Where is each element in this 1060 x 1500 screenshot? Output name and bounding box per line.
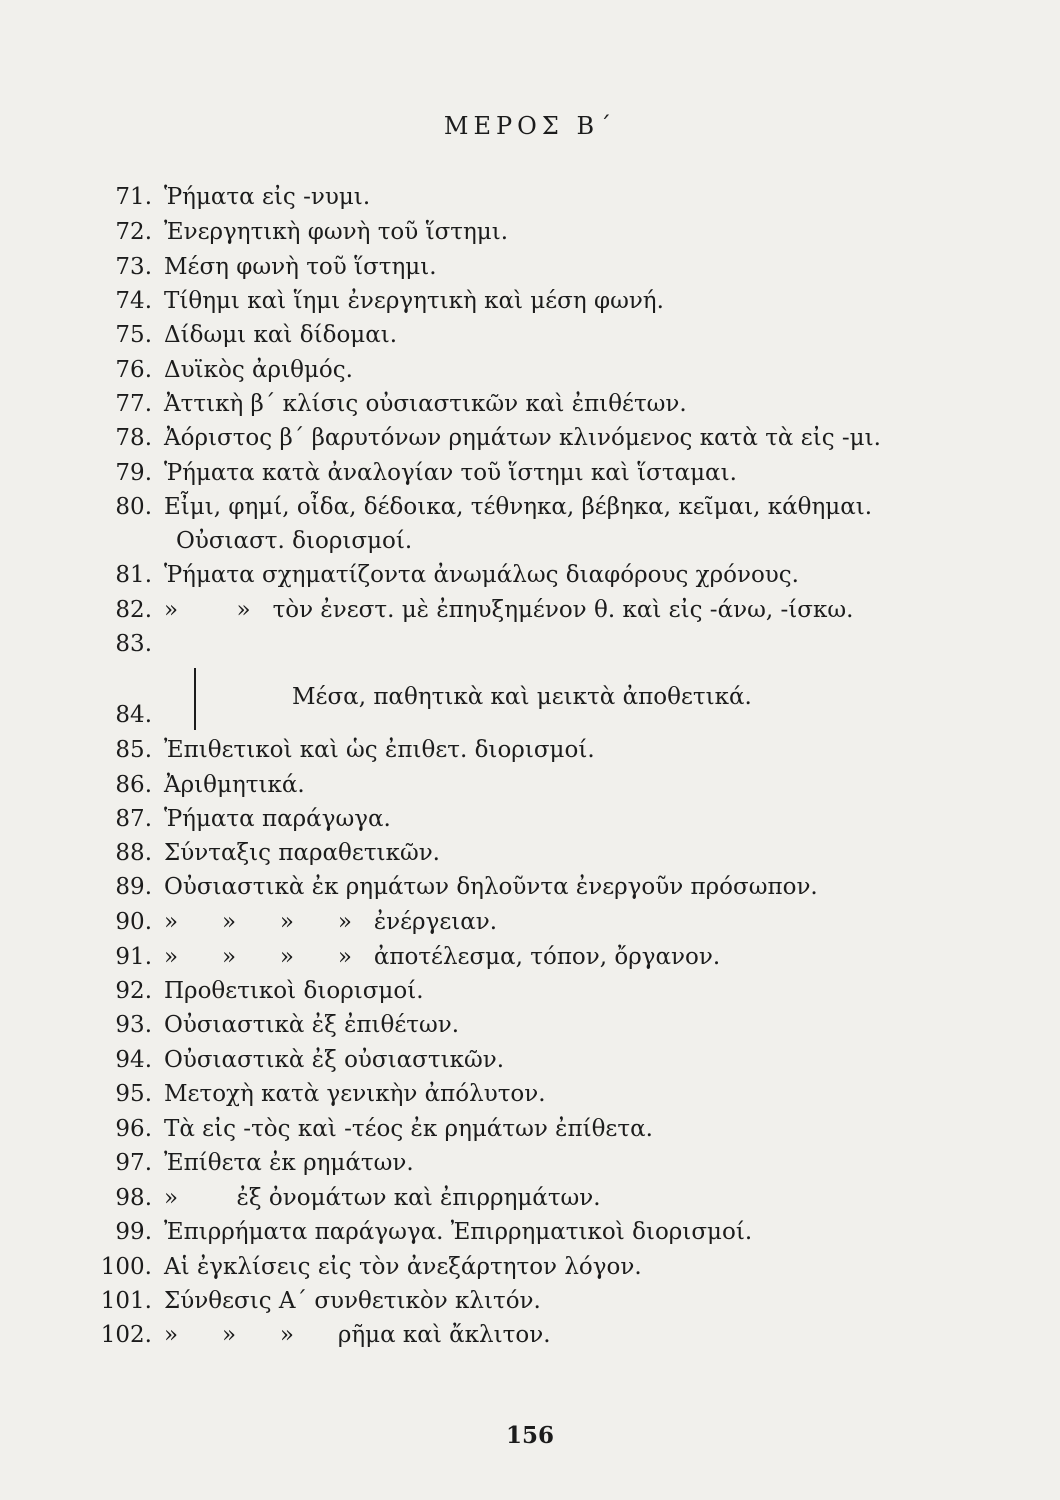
item-text: » » » » ἀποτέλεσμα, τόπον, ὄργανον. bbox=[164, 944, 721, 970]
item-text: Σύνθεσις Α΄ συνθετικὸν κλιτόν. bbox=[164, 1288, 541, 1314]
item-number: 73. bbox=[115, 254, 152, 280]
item-text: Ῥήματα παράγωγα. bbox=[164, 806, 391, 832]
item-text: Εἶμι, φημί, οἶδα, δέδοικα, τέθνηκα, βέβηκα, κεῖμαι, κάθημαι. bbox=[164, 494, 873, 520]
list-item bbox=[0, 456, 1060, 490]
item-number: 78. bbox=[115, 425, 152, 451]
item-text: Δυϊκὸς ἀριθμός. bbox=[164, 357, 353, 383]
page-number: 156 bbox=[505, 1422, 554, 1449]
item-text: Ῥήματα εἰς -νυμι. bbox=[164, 184, 371, 210]
list-item bbox=[0, 421, 1060, 455]
item-number: 97. bbox=[115, 1150, 152, 1176]
item-number: 87. bbox=[115, 806, 152, 832]
item-text: Οὐσιαστικὰ ἐξ ἐπιθέτων. bbox=[164, 1012, 460, 1038]
item-text: » » » » ἐνέργειαν. bbox=[164, 909, 498, 935]
list-item bbox=[0, 1043, 1060, 1077]
item-number: 71. bbox=[115, 184, 152, 210]
list-item bbox=[0, 905, 1060, 939]
item-number: 93. bbox=[115, 1012, 152, 1038]
list-item bbox=[0, 284, 1060, 318]
list-item bbox=[0, 940, 1060, 974]
list-item bbox=[0, 836, 1060, 870]
list-item bbox=[0, 387, 1060, 421]
list-item bbox=[0, 353, 1060, 387]
item-text: Τὰ εἰς -τὸς καὶ -τέος ἐκ ρημάτων ἐπίθετα. bbox=[164, 1116, 653, 1142]
item-text: Αἱ ἐγκλίσεις εἰς τὸν ἀνεξάρτητον λόγον. bbox=[164, 1254, 642, 1280]
list-item bbox=[0, 1318, 1060, 1352]
list-item bbox=[0, 1250, 1060, 1284]
list-item bbox=[0, 318, 1060, 352]
item-text: Σύνταξις παραθετικῶν. bbox=[164, 840, 440, 866]
item-text: Ἀόριστος β΄ βαρυτόνων ρημάτων κλινόμενος κατὰ τὰ εἰς -μι. bbox=[164, 425, 881, 451]
list-item bbox=[0, 524, 1060, 558]
item-number: 92. bbox=[115, 978, 152, 1004]
item-text: Οὐσιαστικὰ ἐξ οὐσιαστικῶν. bbox=[164, 1047, 505, 1073]
item-text: Δίδωμι καὶ δίδομαι. bbox=[164, 322, 398, 348]
item-number: 96. bbox=[115, 1116, 152, 1142]
item-text: Τίθημι καὶ ἵημι ἐνεργητικὴ καὶ μέση φωνή. bbox=[164, 288, 664, 314]
item-text: Ἀριθμητικά. bbox=[164, 772, 305, 798]
list-item bbox=[0, 180, 1060, 214]
item-number: 86. bbox=[115, 772, 152, 798]
list-item bbox=[0, 593, 1060, 627]
list-item bbox=[0, 490, 1060, 524]
list-item bbox=[0, 1215, 1060, 1249]
item-number: 80. bbox=[115, 494, 152, 520]
list-item bbox=[0, 558, 1060, 592]
brace-83-84 bbox=[180, 668, 196, 730]
item-text: » ἐξ ὀνομάτων καὶ ἐπιρρημάτων. bbox=[164, 1185, 601, 1211]
list-item bbox=[0, 1284, 1060, 1318]
list-item bbox=[0, 627, 1060, 661]
item-number: 79. bbox=[115, 460, 152, 486]
item-text: Μέση φωνὴ τοῦ ἵστημι. bbox=[164, 254, 437, 280]
item-text: Οὐσιαστ. διορισμοί. bbox=[176, 528, 413, 554]
item-number: 101. bbox=[100, 1288, 152, 1314]
list-item bbox=[0, 768, 1060, 802]
list-item bbox=[0, 1181, 1060, 1215]
item-number: 75. bbox=[115, 322, 152, 348]
item-text: » » τὸν ἐνεστ. μὲ ἐπηυξημένον θ. καὶ εἰς -άνω, -ίσκω. bbox=[164, 597, 854, 623]
item-text: Προθετικοὶ διορισμοί. bbox=[164, 978, 424, 1004]
item-number: 81. bbox=[115, 562, 152, 588]
list-item bbox=[0, 1112, 1060, 1146]
item-text: » » » ρῆμα καὶ ἄκλιτον. bbox=[164, 1322, 551, 1348]
list-item bbox=[0, 1146, 1060, 1180]
list-item bbox=[0, 974, 1060, 1008]
item-number: 72. bbox=[115, 219, 152, 245]
item-text: Ῥήματα σχηματίζοντα ἀνωμάλως διαφόρους χρόνους. bbox=[164, 562, 799, 588]
section-title: ΜΕΡΟΣ Β΄ bbox=[443, 112, 617, 140]
item-text: Ἀττικὴ β΄ κλίσις οὐσιαστικῶν καὶ ἐπιθέτων. bbox=[164, 391, 687, 417]
list-item bbox=[0, 215, 1060, 249]
list-item bbox=[0, 1077, 1060, 1111]
item-number: 102. bbox=[100, 1322, 152, 1348]
item-number: 83. bbox=[115, 631, 152, 657]
bracket-text: Μέσα, παθητικὰ καὶ μεικτὰ ἀποθετικά. bbox=[292, 684, 752, 710]
item-number: 95. bbox=[115, 1081, 152, 1107]
item-text: Ἐπίθετα ἐκ ρημάτων. bbox=[164, 1150, 414, 1176]
list-item bbox=[0, 1008, 1060, 1042]
item-number: 74. bbox=[115, 288, 152, 314]
item-text: Οὐσιαστικὰ ἐκ ρημάτων δηλοῦντα ἐνεργοῦν πρόσωπον. bbox=[164, 874, 818, 900]
list-item bbox=[0, 870, 1060, 904]
item-number: 94. bbox=[115, 1047, 152, 1073]
item-text: Μετοχὴ κατὰ γενικὴν ἀπόλυτον. bbox=[164, 1081, 546, 1107]
item-number: 85. bbox=[115, 737, 152, 763]
item-number: 91. bbox=[115, 944, 152, 970]
item-number: 90. bbox=[115, 909, 152, 935]
list-item bbox=[0, 250, 1060, 284]
item-number: 76. bbox=[115, 357, 152, 383]
item-text: Ἐπιρρήματα παράγωγα. Ἐπιρρηματικοὶ διορισμοί. bbox=[164, 1219, 753, 1245]
item-number: 82. bbox=[115, 597, 152, 623]
item-number: 77. bbox=[115, 391, 152, 417]
item-number: 88. bbox=[115, 840, 152, 866]
item-text: Ἐνεργητικὴ φωνὴ τοῦ ἵστημι. bbox=[164, 219, 509, 245]
item-number: 99. bbox=[115, 1219, 152, 1245]
list-item bbox=[0, 802, 1060, 836]
item-number: 100. bbox=[100, 1254, 152, 1280]
item-text: Ἐπιθετικοὶ καὶ ὡς ἐπιθετ. διορισμοί. bbox=[164, 737, 595, 763]
item-number: 98. bbox=[115, 1185, 152, 1211]
item-number: 89. bbox=[115, 874, 152, 900]
item-number: 84. bbox=[115, 702, 152, 728]
item-text: Ῥήματα κατὰ ἀναλογίαν τοῦ ἵστημι καὶ ἵσταμαι. bbox=[164, 460, 737, 486]
list-item bbox=[0, 733, 1060, 767]
